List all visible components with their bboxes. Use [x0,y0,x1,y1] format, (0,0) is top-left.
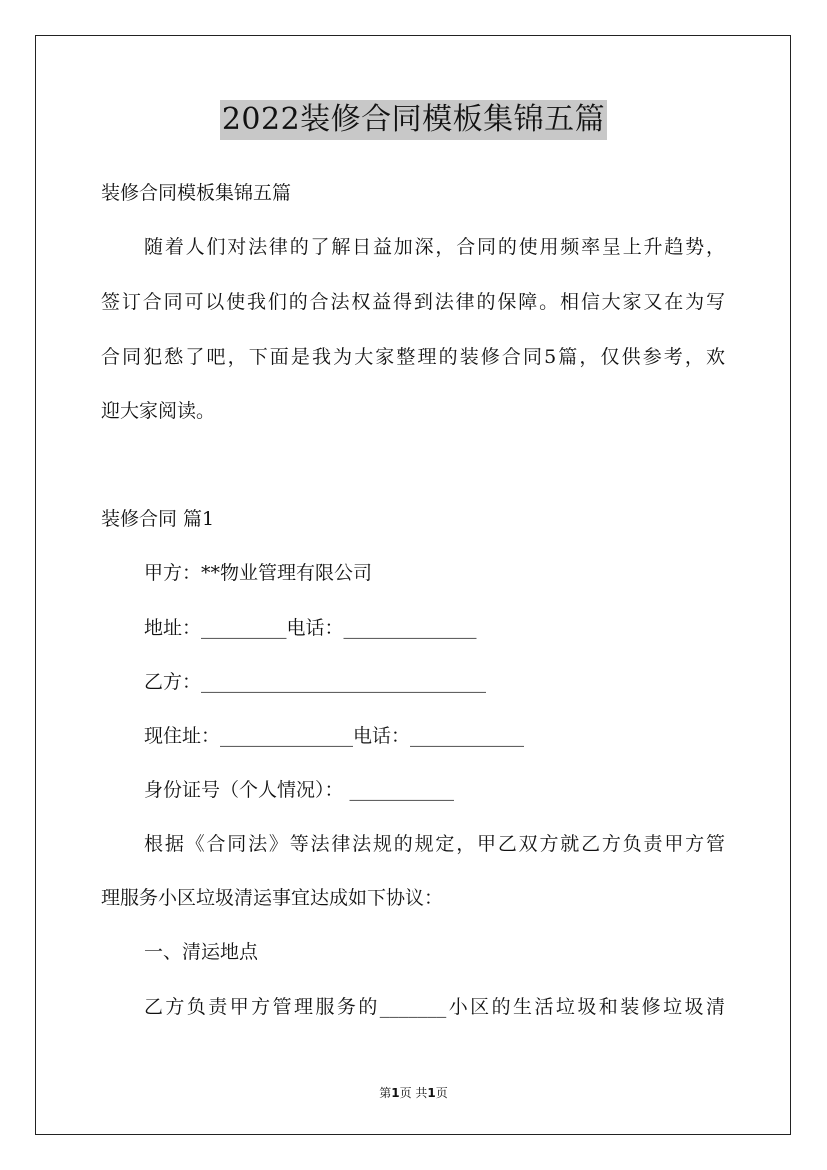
intro-line-1: 随着人们对法律的了解日益加深，合同的使用频率呈上升趋势， [144,236,725,258]
footer-page-number: 1 [391,1086,400,1100]
clause-heading: 一、清运地点 [144,941,259,963]
id-number-line: 身份证号（个人情况）： ___________ [144,779,455,801]
footer-mid: 页 共 [399,1086,428,1100]
title-container [0,100,827,140]
residence-phone-line: 现住址：______________电话：____________ [144,725,525,747]
intro-line-4: 迎大家阅读。 [101,400,216,422]
basis-line-1: 根据《合同法》等法律法规的规定，甲乙双方就乙方负责甲方管 [144,833,725,855]
intro-line-2: 签订合同可以使我们的合法权益得到法律的保障。相信大家又在为写 [101,291,725,313]
page-footer [0,1085,827,1101]
clause-text: 乙方负责甲方管理服务的_______小区的生活垃圾和装修垃圾清 [144,996,725,1018]
party-b-line: 乙方：______________________________ [144,671,487,693]
address-phone-line: 地址：_________电话：______________ [144,617,477,639]
footer-total-pages: 1 [427,1086,436,1100]
footer-suffix: 页 [435,1086,448,1100]
document-subtitle: 装修合同模板集锦五篇 [101,182,292,204]
party-a-line: 甲方：**物业管理有限公司 [144,562,373,584]
document-title: 2022装修合同模板集锦五篇 [220,100,607,140]
basis-line-2: 理服务小区垃圾清运事宜达成如下协议： [101,887,444,909]
footer-prefix: 第 [379,1086,392,1100]
section-heading: 装修合同 篇1 [101,508,215,530]
intro-line-3: 合同犯愁了吧，下面是我为大家整理的装修合同5篇，仅供参考，欢 [101,346,725,368]
